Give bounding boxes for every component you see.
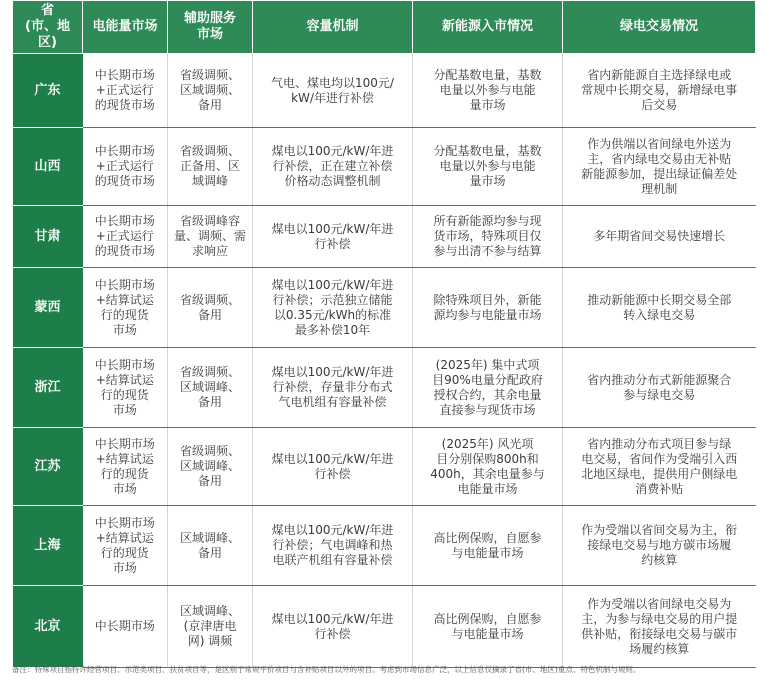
- header-province: 省 (市、地区): [13, 1, 83, 54]
- green-trading-cell: 推动新能源中长期交易全部 转入绿电交易: [563, 268, 756, 348]
- table-body: [13, 54, 756, 668]
- capacity-mechanism-cell: 煤电以100元/kW/年进 行补偿，正在建立补偿 价格动态调整机制: [253, 128, 413, 206]
- energy-market-cell: 中长期市场 +正式运行 的现货市场: [83, 54, 168, 128]
- energy-market-cell: 中长期市场 +结算试运 行的现货 市场: [83, 348, 168, 428]
- ancillary-market-cell: 省级调频、 区域调峰、 备用: [168, 348, 253, 428]
- capacity-mechanism-cell: 煤电以100元/kW/年进 行补偿: [253, 428, 413, 506]
- province-cell: 浙江: [13, 348, 83, 428]
- energy-market-cell: 中长期市场 +结算试运 行的现货 市场: [83, 506, 168, 586]
- energy-market-cell: 中长期市场: [83, 586, 168, 668]
- header-energy-market: 电能量市场: [83, 1, 168, 54]
- energy-market-cell: 中长期市场 +正式运行 的现货市场: [83, 206, 168, 268]
- energy-market-cell: 中长期市场 +结算试运 行的现货 市场: [83, 428, 168, 506]
- capacity-mechanism-cell: 煤电以100元/kW/年进 行补偿；气电调峰和热 电联产机组有容量补偿: [253, 506, 413, 586]
- capacity-mechanism-cell: 煤电以100元/kW/年进 行补偿；示范独立储能 以0.35元/kWh的标准 最多补偿10年: [253, 268, 413, 348]
- header-ancillary-market: 辅助服务 市场: [168, 1, 253, 54]
- ancillary-market-cell: 省级调频、 区域调峰、 备用: [168, 428, 253, 506]
- table-row: [13, 506, 756, 586]
- renewable-entry-cell: 分配基数电量，基数 电量以外参与电能 量市场: [413, 128, 563, 206]
- green-trading-cell: 作为供端以省间绿电外送为 主，省内绿电交易由无补贴 新能源参加，提出绿证偏差处 理机制: [563, 128, 756, 206]
- renewable-entry-cell: 高比例保购，自愿参 与电能量市场: [413, 506, 563, 586]
- green-trading-cell: 作为受端以省间绿电交易为 主，为参与绿电交易的用户提 供补贴，衔接绿电交易与碳市 场履约核算: [563, 586, 756, 668]
- energy-market-cell: 中长期市场 +正式运行 的现货市场: [83, 128, 168, 206]
- capacity-mechanism-cell: 煤电以100元/kW/年进 行补偿: [253, 586, 413, 668]
- table-row: [13, 206, 756, 268]
- province-cell: 蒙西: [13, 268, 83, 348]
- ancillary-market-cell: 区域调峰、 (京津唐电 网) 调频: [168, 586, 253, 668]
- province-cell: 北京: [13, 586, 83, 668]
- ancillary-market-cell: 省级调频、 区域调频、 备用: [168, 54, 253, 128]
- capacity-mechanism-cell: 气电、煤电均以100元/ kW/年进行补偿: [253, 54, 413, 128]
- province-cell: 山西: [13, 128, 83, 206]
- ancillary-market-cell: 省级调频、 备用: [168, 268, 253, 348]
- table-row: [13, 586, 756, 668]
- capacity-mechanism-cell: 煤电以100元/kW/年进 行补偿: [253, 206, 413, 268]
- ancillary-market-cell: 省级调频、 正备用、区 域调峰: [168, 128, 253, 206]
- table-row: [13, 428, 756, 506]
- table-row: [13, 268, 756, 348]
- table-row: [13, 348, 756, 428]
- renewable-entry-cell: (2025年) 集中式项 目90%电量分配政府 授权合约，其余电量 直接参与现货市场: [413, 348, 563, 428]
- footnote: 备注：特殊项目指特许经营项目、示范类项目、扶贫项目等，是区别于常规平价项目与含补贴项目以外的项目。考虑到市场信息广泛，以上信息仅摘录了省(市、地区)重点、特色机制与规则。: [12, 665, 641, 674]
- ancillary-market-cell: 区域调峰、 备用: [168, 506, 253, 586]
- green-trading-cell: 省内推动分布式新能源聚合 参与绿电交易: [563, 348, 756, 428]
- capacity-mechanism-cell: 煤电以100元/kW/年进 行补偿，存量非分布式 气电机组有容量补偿: [253, 348, 413, 428]
- renewable-entry-cell: 分配基数电量，基数 电量以外参与电能 量市场: [413, 54, 563, 128]
- renewable-entry-cell: 所有新能源均参与现 货市场，特殊项目仅 参与出清不参与结算: [413, 206, 563, 268]
- province-cell: 江苏: [13, 428, 83, 506]
- table-row: [13, 54, 756, 128]
- header-green-trading: 绿电交易情况: [563, 1, 756, 54]
- header-renewable-entry: 新能源入市情况: [413, 1, 563, 54]
- province-cell: 上海: [13, 506, 83, 586]
- renewable-entry-cell: 除特殊项目外，新能 源均参与电能量市场: [413, 268, 563, 348]
- renewable-entry-cell: (2025年) 风光项 目分别保购800h和 400h，其余电量参与 电能量市场: [413, 428, 563, 506]
- table-row: [13, 128, 756, 206]
- green-trading-cell: 省内新能源自主选择绿电或 常规中长期交易，新增绿电事 后交易: [563, 54, 756, 128]
- green-trading-cell: 多年期省间交易快速增长: [563, 206, 756, 268]
- header-capacity-mechanism: 容量机制: [253, 1, 413, 54]
- energy-market-cell: 中长期市场 +结算试运 行的现货 市场: [83, 268, 168, 348]
- province-cell: 甘肃: [13, 206, 83, 268]
- header-row: [13, 1, 756, 54]
- province-cell: 广东: [13, 54, 83, 128]
- ancillary-market-cell: 省级调峰容 量、调频、需 求响应: [168, 206, 253, 268]
- green-trading-cell: 省内推动分布式项目参与绿 电交易，省间作为受端引入西 北地区绿电，提供用户侧绿电 消费补贴: [563, 428, 756, 506]
- market-table: [12, 0, 756, 668]
- green-trading-cell: 作为受端以省间交易为主，衔 接绿电交易与地方碳市场履 约核算: [563, 506, 756, 586]
- renewable-entry-cell: 高比例保购，自愿参 与电能量市场: [413, 586, 563, 668]
